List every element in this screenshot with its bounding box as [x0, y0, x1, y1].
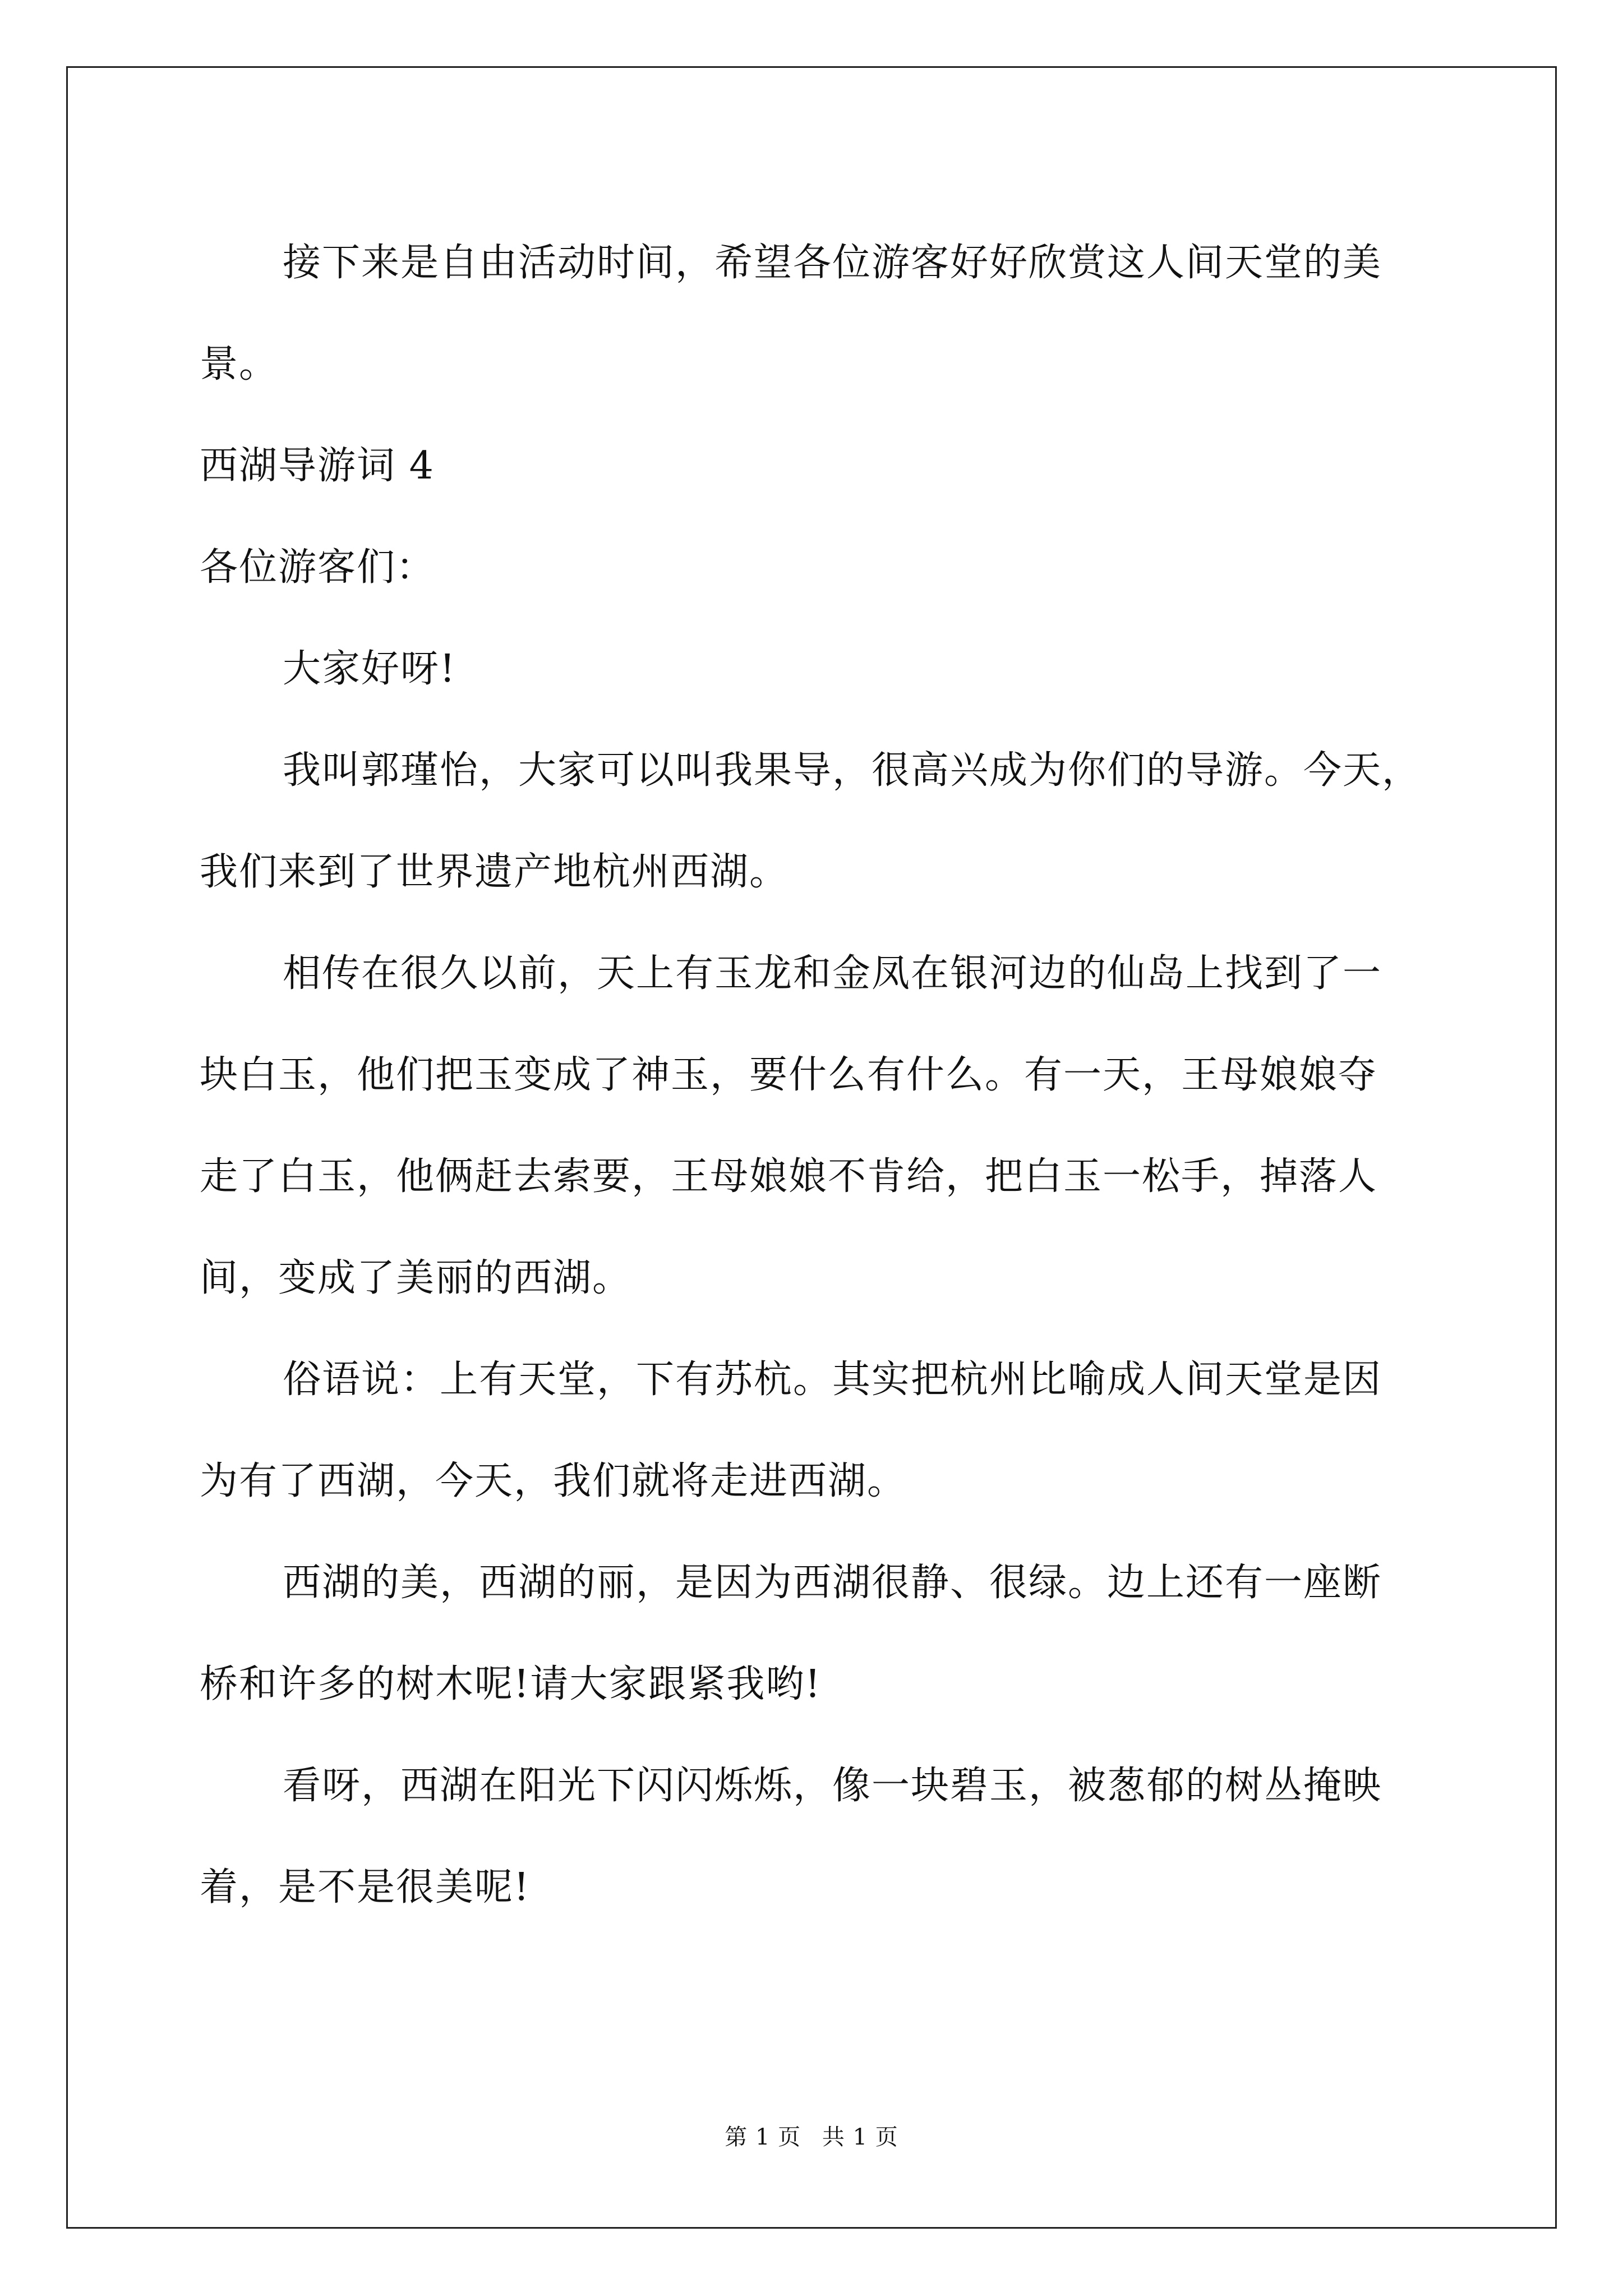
page-footer	[0, 2120, 1623, 2154]
paragraph-line: 相传在很久以前，天上有玉龙和金凤在银河边的仙岛上找到了一	[283, 951, 1382, 996]
paragraph-line: 大家好呀!	[283, 647, 457, 691]
paragraph-line: 桥和许多的树木呢!请大家跟紧我哟!	[200, 1662, 822, 1706]
paragraph-line: 走了白玉，他俩赶去索要，王母娘娘不肯给，把白玉一松手，掉落人	[200, 1154, 1378, 1199]
paragraph-line: 着，是不是很美呢!	[200, 1865, 531, 1910]
paragraph-line: 看呀，西湖在阳光下闪闪烁烁，像一块碧玉，被葱郁的树丛掩映	[283, 1764, 1382, 1808]
paragraph-line: 景。	[200, 342, 279, 386]
page-total: 共 1 页	[822, 2124, 898, 2150]
paragraph-line: 俗语说：上有天堂，下有苏杭。其实把杭州比喻成人间天堂是因	[283, 1358, 1382, 1402]
paragraph-line: 我们来到了世界遗产地杭州西湖。	[200, 850, 789, 894]
paragraph-line: 间，变成了美丽的西湖。	[200, 1256, 632, 1300]
document-body	[200, 212, 1439, 1938]
paragraph-line: 接下来是自由活动时间，希望各位游客好好欣赏这人间天堂的美	[283, 241, 1382, 285]
paragraph-line: 我叫郭瑾怡，大家可以叫我果导，很高兴成为你们的导游。今天，	[283, 748, 1422, 793]
salutation: 各位游客们：	[200, 545, 436, 590]
section-title: 西湖导游词 4	[200, 444, 435, 488]
paragraph-line: 为有了西湖，今天，我们就将走进西湖。	[200, 1459, 907, 1503]
paragraph-line: 块白玉，他们把玉变成了神玉，要什么有什么。有一天，王母娘娘夺	[200, 1053, 1378, 1097]
paragraph-line: 西湖的美，西湖的丽，是因为西湖很静、很绿。边上还有一座断	[283, 1561, 1382, 1605]
page-number: 第 1 页	[725, 2124, 801, 2150]
